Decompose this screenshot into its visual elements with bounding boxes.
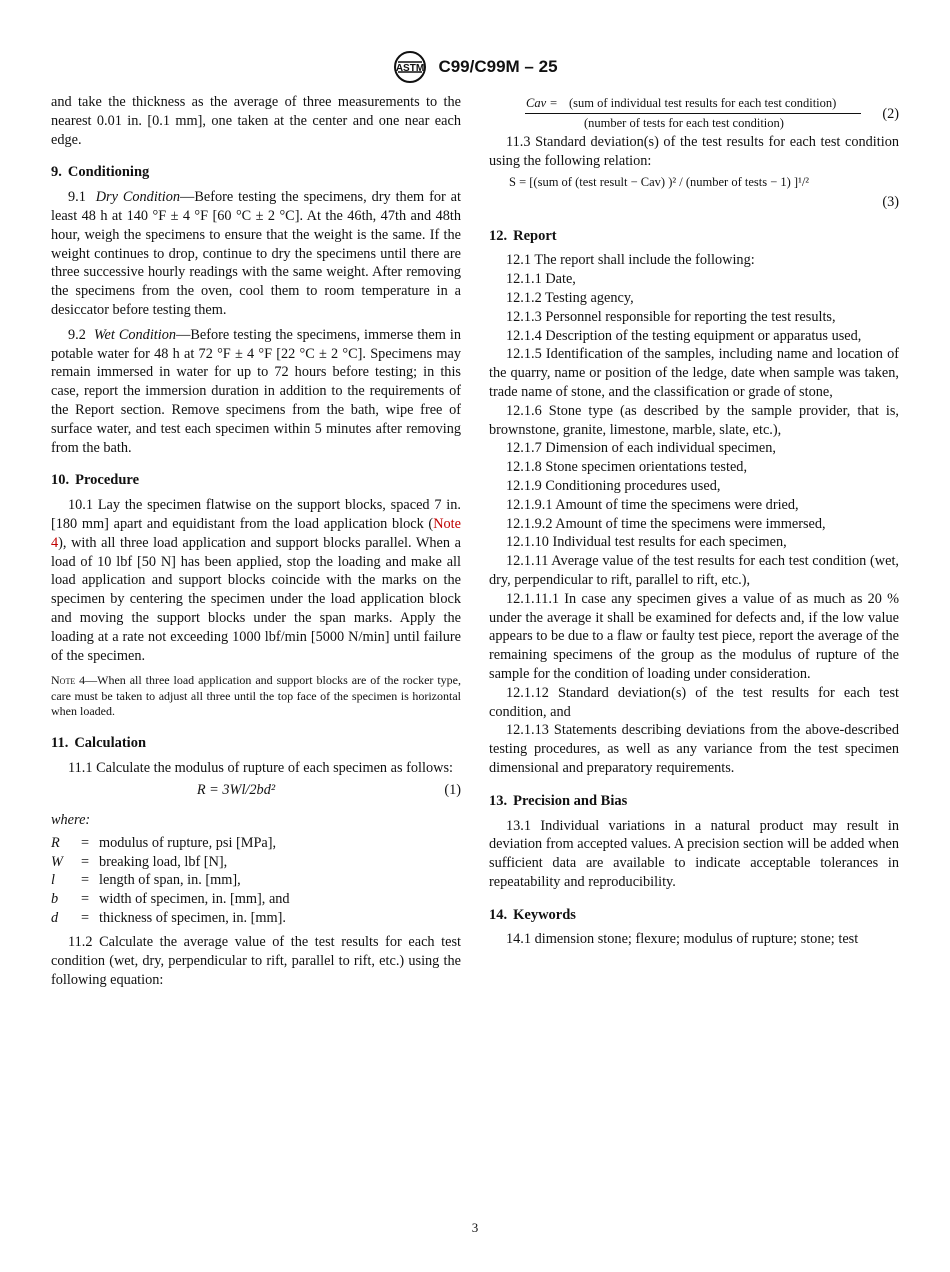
list-item: 12.1.2 Testing agency,	[506, 289, 634, 306]
paragraph-9-1: 9.1 Dry Condition—Before testing the specimens, dry them for at least 48 h at 140 °F ± 4 °F [60 °C ± 2 °C]. At the 46th, 47th and 48th hour, weigh the specimens to ensure that the weight is the same. If the weight continues to drop, continue to dry the specimens until there are three successive hourly readings with the same weight. After removing the specimens from the oven, cool them to room temperature in a desiccator before testing them.	[51, 189, 461, 318]
definition-row: l = length of span, in. [mm],	[51, 872, 241, 889]
list-item: 12.1.9.1 Amount of time the specimens were dried,	[506, 496, 799, 513]
list-item: 12.1.9 Conditioning procedures used,	[506, 477, 721, 494]
list-item: 12.1.1 Date,	[506, 271, 576, 288]
paragraph-11-2: 11.2 Calculate the average value of the test results for each test condition (wet, dry, perpendicular to rift, parallel to rift, etc.) using the following equation:	[51, 934, 461, 988]
list-item: 12.1 The report shall include the following:	[506, 252, 755, 269]
paragraph-14-1: 14.1 dimension stone; flexure; modulus of rupture; stone; test	[506, 931, 859, 948]
paragraph-10-1: 10.1 Lay the specimen flatwise on the support blocks, spaced 7 in. [180 mm] apart and equidistant from the load application block (Note 4), with all three load application and support blocks parallel. When a load of 10 lbf [50 N] has been applied, stop the loading and make all load application and support blocks coincide with the marks on the specimen by centering the specimen under the load application block and moving the support blocks under the span marks. Apply the loading at a rate not exceeding 1000 lbf/min [5000 N/min] until failure of the specimen.	[51, 497, 461, 664]
list-item: 12.1.11.1 In case any specimen gives a value of as much as 20 % under the average it shall be examined for defects and, if the low value appears to be due to a flaw or faulty test piece, report the average of the remaining specimens of the group as the modulus of rupture of the sample for the condition of loading under consideration.	[489, 590, 899, 682]
document-id: C99/C99M – 25	[438, 57, 558, 76]
list-item: 12.1.6 Stone type (as described by the sample provider, that is, brownstone, granite, limestone, marble, slate, etc.),	[489, 402, 899, 438]
list-item: 12.1.8 Stone specimen orientations tested,	[506, 459, 748, 476]
list-item: 12.1.11 Average value of the test results for each test condition (wet, dry, perpendicular to rift, parallel to rift, etc.),	[489, 553, 899, 588]
paragraph-9-2: 9.2 Wet Condition—Before testing the specimens, immerse them in potable water for 48 h at 72 °F ± 4 °F [22 °C ± 2 °C]. Specimens may remain immersed in water for up to 72 hours before testing; in this case, report the immersion duration in addition to the requirements of the Report section. Remove specimens from the bath, wipe free of surface water, and test each specimen within 5 minutes after removing from the bath.	[51, 326, 462, 456]
paragraph-13-1: 13.1 Individual variations in a natural product may result in deviation from accepted values. A precision section will be added when sufficient data are available to indicate acceptable tolerances in repeatability and reproducibility.	[489, 817, 899, 890]
list-item: 12.1.5 Identification of the samples, including name and location of the quarry, name or position of the ledge, date when sample was taken, trade name of stone, and the classification or grade of stone,	[489, 346, 899, 400]
note-4: Note 4—When all three load application and support blocks are of the rocker type, care must be taken to adjust all three until the top face of the specimen is horizontal when loaded.	[51, 673, 462, 719]
list-item: 12.1.10 Individual test results for each specimen,	[506, 534, 787, 551]
report-list	[489, 251, 899, 777]
section-11-heading: 11. Calculation	[51, 734, 147, 751]
paragraph-11-3: 11.3 Standard deviation(s) of the test results for each test condition using the following relation:	[489, 134, 899, 169]
section-10-heading: 10. Procedure	[51, 472, 140, 489]
where-label: where:	[51, 812, 91, 829]
list-item: 12.1.9.2 Amount of time the specimens were immersed,	[506, 515, 826, 532]
svg-text:ASTM: ASTM	[396, 63, 425, 74]
equation-3: S = [(sum of (test result − Cav) )² / (number of tests − 1) ]¹/² (3)	[509, 174, 899, 210]
definition-row: R = modulus of rupture, psi [MPa],	[51, 835, 277, 852]
page-header	[0, 50, 950, 84]
note-4-link[interactable]: Note 4	[51, 515, 461, 551]
definition-row: d = thickness of specimen, in. [mm].	[51, 909, 287, 926]
list-item: 12.1.13 Statements describing deviations from the above-described testing procedures, as well as any variance from the test specimen dimensional and preparatory requirements.	[489, 722, 899, 776]
list-item: 12.1.4 Description of the testing equipment or apparatus used,	[506, 327, 862, 344]
equation-1: R = 3Wl/2bd² (1)	[196, 782, 461, 799]
definition-row: W = breaking load, lbf [N],	[51, 853, 228, 870]
section-14-heading: 14. Keywords	[489, 906, 576, 923]
page-number: 3	[471, 1220, 479, 1235]
left-column	[51, 93, 461, 990]
variable-definitions	[51, 834, 461, 927]
paragraph-11-1: 11.1 Calculate the modulus of rupture of each specimen as follows:	[68, 759, 453, 776]
section-9-heading: 9. Conditioning	[51, 164, 150, 181]
definition-row: b = width of specimen, in. [mm], and	[51, 890, 290, 907]
section-13-heading: 13. Precision and Bias	[489, 792, 628, 809]
list-item: 12.1.3 Personnel responsible for reporting the test results,	[506, 308, 836, 325]
list-item: 12.1.12 Standard deviation(s) of the test results for each test condition, and	[489, 684, 899, 720]
astm-logo-icon	[392, 50, 428, 84]
right-column	[489, 93, 899, 949]
list-item: 12.1.7 Dimension of each individual specimen,	[506, 440, 776, 457]
equation-2: Cav = (sum of individual test results for each test condition) (number of tests for each test condition) (2)	[526, 96, 899, 130]
intro-paragraph: and take the thickness as the average of three measurements to the nearest 0.01 in. [0.1 mm], one taken at the center and one near each edge.	[51, 94, 461, 148]
section-12-heading: 12. Report	[489, 227, 557, 244]
